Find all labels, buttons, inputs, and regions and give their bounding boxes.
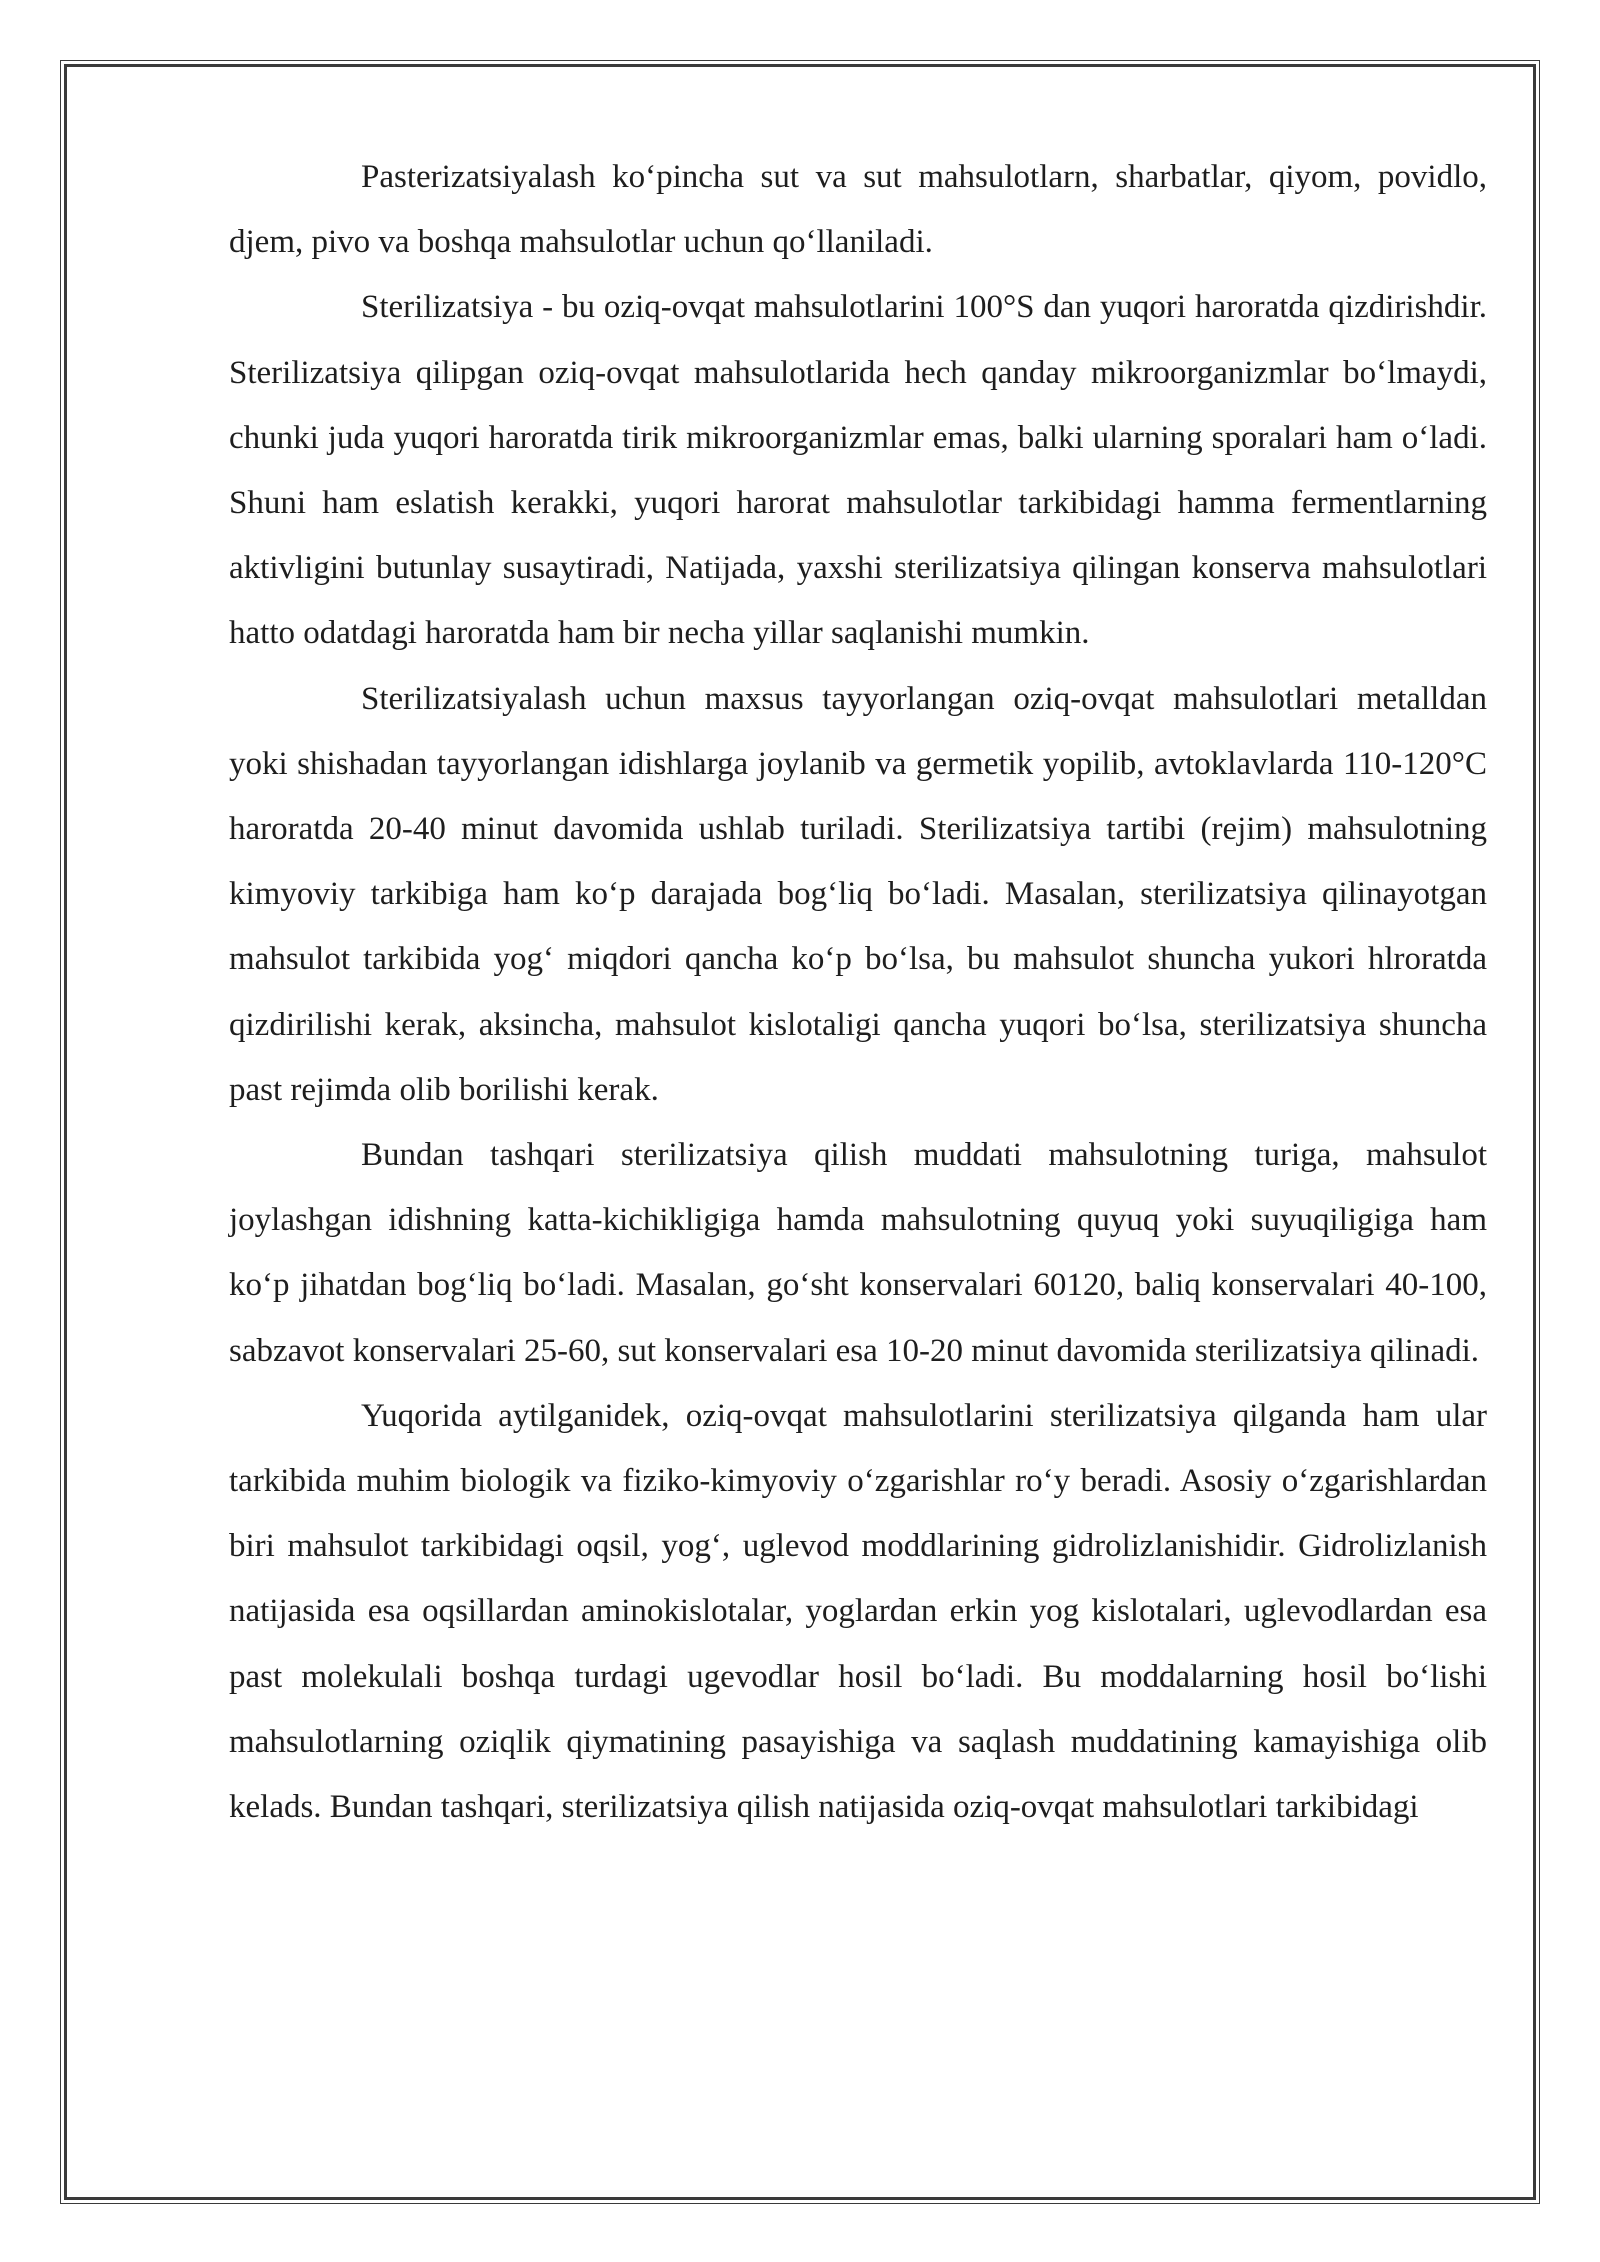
paragraph-pasteurization: Pasterizatsiyalash ko‘pincha sut va sut mahsulotlarn, sharbatlar, qiyom, povidlo, djem, pivo va boshqa mahsulotlar uchun qo‘llaniladi. <box>229 159 1487 261</box>
document-body <box>229 145 1487 1840</box>
paragraph-sterilization-duration: Bundan tashqari sterilizatsiya qilish muddati mahsulotning turiga, mahsulot joylashgan idishning katta-kichikligiga hamda mahsulotning quyuq yoki suyuqiligiga ham ko‘p jihatdan bog‘liq bo‘ladi. Masalan, go‘sht konservalari 60120, baliq konservalari 40-100, sabzavot konservalari 25-60, sut konservalari esa 10-20 minut davomida sterilizatsiya qilinadi. <box>229 1137 1487 1369</box>
paragraph-sterilization-process: Sterilizatsiyalash uchun maxsus tayyorlangan oziq-ovqat mahsulotlari metalldan yoki shishadan tayyorlangan idishlarga joylanib va germetik yopilib, avtoklavlarda 110-120°C haroratda 20-40 minut davomida ushlab turiladi. Sterilizatsiya tartibi (rejim) mahsulotning kimyoviy tarkibiga ham ko‘p darajada bog‘liq bo‘ladi. Masalan, sterilizatsiya qilinayotgan mahsulot tarkibida yog‘ miqdori qancha ko‘p bo‘lsa, bu mahsulot shuncha yukori hlroratda qizdirilishi kerak, aksincha, mahsulot kislotaligi qancha yuqori bo‘lsa, sterilizatsiya shuncha past rejimda olib borilishi kerak. <box>229 680 1487 1108</box>
paragraph-sterilization-changes: Yuqorida aytilganidek, oziq-ovqat mahsulotlarini sterilizatsiya qilganda ham ular tarkibida muhim biologik va fiziko-kimyoviy o‘zgarishlar ro‘y beradi. Asosiy o‘zgarishlardan biri mahsulot tarkibidagi oqsil, yog‘, uglevod moddlarining gidrolizlanishidir. Gidrolizlanish natijasida esa oqsillardan aminokislotalar, yoglardan erkin yog kislotalari, uglevodlardan esa past molekulali boshqa turdagi ugevodlar hosil bo‘ladi. Bu moddalarning hosil bo‘lishi mahsulotlarning oziqlik qiymatining pasayishiga va saqlash muddatining kamayishiga olib kelads. Bundan tashqari, sterilizatsiya qilish natijasida oziq-ovqat mahsulotlari tarkibidagi <box>229 1397 1487 1826</box>
paragraph-sterilization-definition: Sterilizatsiya - bu oziq-ovqat mahsulotlarini 100°S dan yuqori haroratda qizdirishdir. Sterilizatsiya qilipgan oziq-ovqat mahsulotlarida hech qanday mikroorganizmlar bo‘lmaydi, chunki juda yuqori haroratda tirik mikroorganizmlar emas, balki ularning sporalari ham o‘ladi. Shuni ham eslatish kerakki, yuqori harorat mahsulotlar tarkibidagi hamma fermentlarning aktivligini butunlay susaytiradi, Natijada, yaxshi sterilizatsiya qilingan konserva mahsulotlari hatto odatdagi haroratda ham bir necha yillar saqlanishi mumkin. <box>229 289 1487 652</box>
